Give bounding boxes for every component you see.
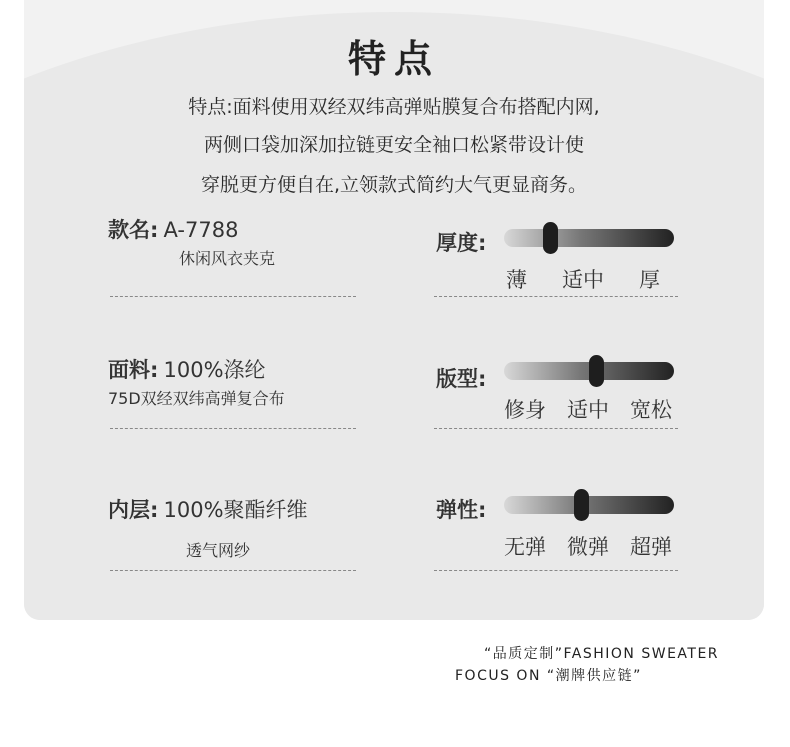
description-line-3: 穿脱更方便自在,立领款式简约大气更显商务。 bbox=[200, 174, 588, 196]
fit-knob bbox=[589, 355, 604, 387]
spec-lining-value: 100%聚酯纤维 bbox=[163, 498, 308, 522]
section-title: 特点 bbox=[347, 37, 440, 81]
fit-label: 版型: bbox=[436, 367, 487, 391]
divider bbox=[110, 428, 356, 429]
description-line-1: 特点:面料使用双经双纬高弹贴膜复合布搭配内网, bbox=[188, 96, 600, 118]
tick-label: 适中 bbox=[562, 268, 604, 292]
thickness-track bbox=[504, 229, 674, 247]
elasticity-track bbox=[504, 496, 674, 514]
elasticity-knob bbox=[574, 489, 589, 521]
tick-label: 适中 bbox=[567, 398, 609, 422]
spec-style-name bbox=[108, 214, 238, 244]
divider bbox=[110, 570, 356, 571]
elasticity-label: 弹性: bbox=[436, 498, 487, 522]
spec-style-sub: 休闲风衣夹克 bbox=[179, 249, 276, 268]
spec-style-value: A-7788 bbox=[163, 218, 239, 242]
footer-line-1: “品质定制”FASHION SWEATER bbox=[484, 646, 720, 662]
tick-label: 修身 bbox=[504, 398, 546, 422]
spec-lining-label: 内层: bbox=[108, 498, 159, 522]
spec-fabric-sub: 75D双经双纬高弹复合布 bbox=[108, 389, 285, 408]
spec-lining bbox=[108, 494, 308, 524]
feature-card bbox=[24, 0, 764, 620]
tick-label: 无弹 bbox=[504, 535, 546, 559]
spec-fabric-label: 面料: bbox=[108, 358, 159, 382]
description-line-2: 两侧口袋加深加拉链更安全袖口松紧带设计使 bbox=[203, 134, 584, 156]
divider bbox=[434, 570, 678, 571]
divider bbox=[434, 296, 678, 297]
spec-fabric bbox=[108, 354, 266, 384]
tick-label: 厚 bbox=[639, 268, 660, 292]
spec-style-label: 款名: bbox=[108, 218, 159, 242]
spec-lining-sub: 透气网纱 bbox=[186, 541, 251, 560]
thickness-knob bbox=[543, 222, 558, 254]
tick-label: 超弹 bbox=[630, 535, 672, 559]
tick-label: 微弹 bbox=[567, 535, 609, 559]
fit-track bbox=[504, 362, 674, 380]
divider bbox=[434, 428, 678, 429]
tick-label: 薄 bbox=[506, 268, 527, 292]
tick-label: 宽松 bbox=[630, 398, 672, 422]
thickness-label: 厚度: bbox=[436, 231, 487, 255]
footer-line-2: FOCUS ON “潮牌供应链” bbox=[455, 668, 642, 684]
divider bbox=[110, 296, 356, 297]
spec-fabric-value: 100%涤纶 bbox=[163, 358, 266, 382]
